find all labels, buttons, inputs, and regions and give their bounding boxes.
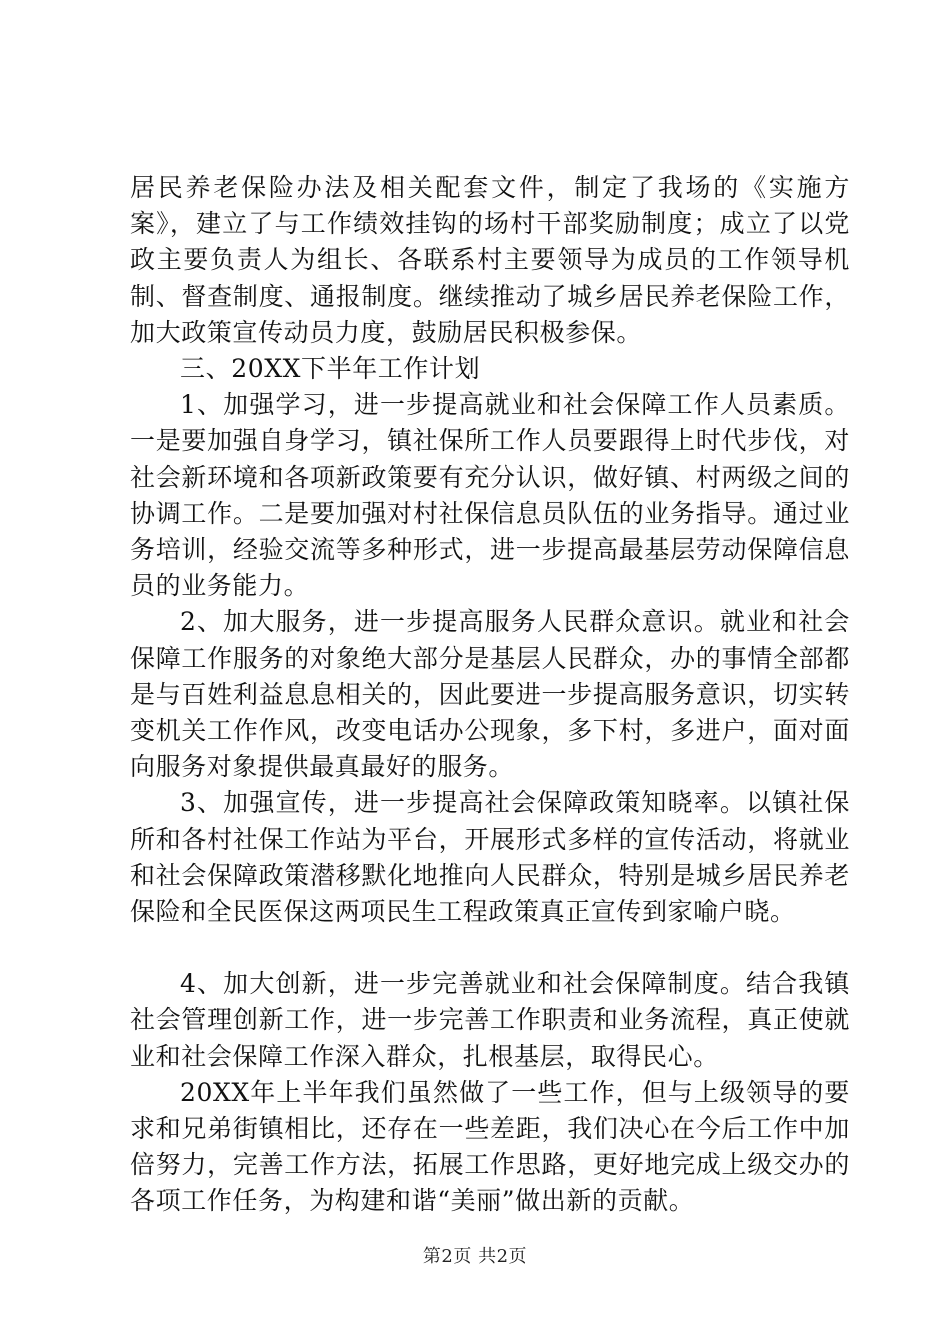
- paragraph-plan-1: 1、加强学习，进一步提高就业和社会保障工作人员素质。一是要加强自身学习，镇社保所工作人员要跟得上时代步伐，对社会新环境和各项新政策要有充分认识，做好镇、村两级之间的协调工作。二是要加强对村社保信息员队伍的业务指导。通过业务培训，经验交流等多种形式，进一步提高最基层劳动保障信息员的业务能力。: [130, 390, 850, 601]
- paragraph-plan-3: 3、加强宣传，进一步提高社会保障政策知晓率。以镇社保所和各村社保工作站为平台，开展形式多样的宣传活动，将就业和社会保障政策潜移默化地推向人民群众，特别是城乡居民养老保险和全民医保这两项民生工程政策真正宣传到家喻户晓。: [130, 788, 850, 927]
- paragraph-plan-2: 2、加大服务，进一步提高服务人民群众意识。就业和社会保障工作服务的对象绝大部分是基层人民群众，办的事情全部都是与百姓利益息息相关的，因此要进一步提高服务意识，切实转变机关工作作风，改变电话办公现象，多下村，多进户，面对面向服务对象提供最真最好的服务。: [130, 607, 850, 782]
- page-number: 第2页 共2页: [422, 1246, 528, 1267]
- paragraph-continuation: 居民养老保险办法及相关配套文件，制定了我场的《实施方案》，建立了与工作绩效挂钩的场村干部奖励制度；成立了以党政主要负责人为组长、各联系村主要领导为成员的工作领导机制、督查制度、通报制度。继续推动了城乡居民养老保险工作，加大政策宣传动员力度，鼓励居民积极参保。: [130, 173, 850, 347]
- section-heading: 三、20XX下半年工作计划: [180, 354, 481, 384]
- document-body: [130, 170, 850, 1220]
- paragraph-plan-4: 4、加大创新，进一步完善就业和社会保障制度。结合我镇社会管理创新工作，进一步完善工作职责和业务流程，真正使就业和社会保障工作深入群众，扎根基层，取得民心。: [130, 969, 850, 1071]
- paragraph-conclusion: 20XX年上半年我们虽然做了一些工作，但与上级领导的要求和兄弟街镇相比，还存在一些差距，我们决心在今后工作中加倍努力，完善工作方法，拓展工作思路，更好地完成上级交办的各项工作任务，为构建和谐“美丽”做出新的贡献。: [130, 1077, 850, 1216]
